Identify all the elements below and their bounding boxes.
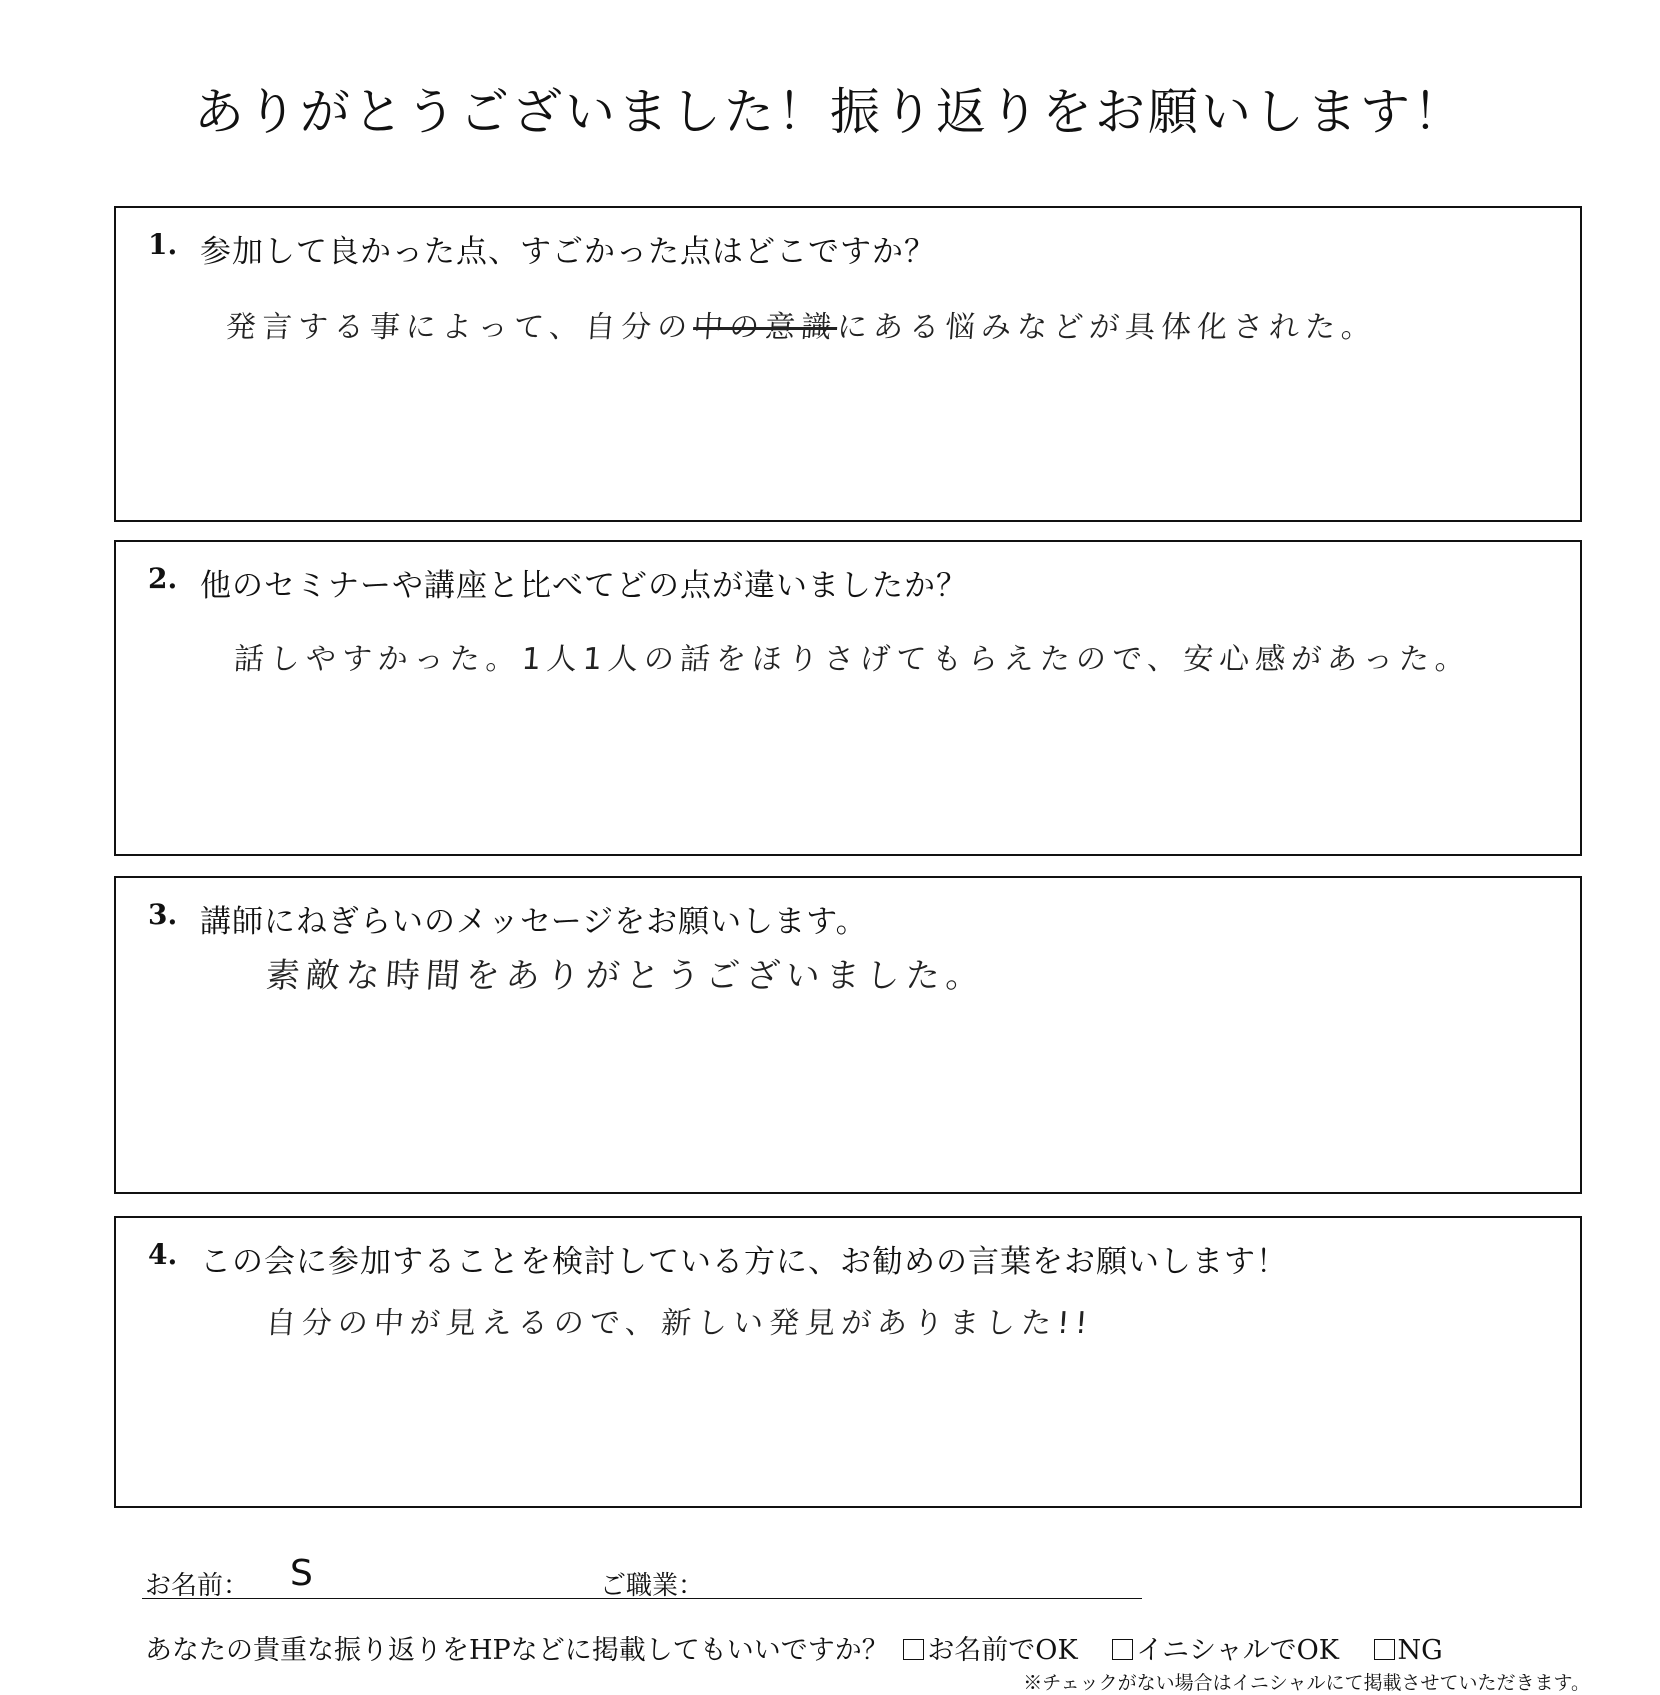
question-box-4 — [114, 1216, 1582, 1508]
option-label: NG — [1397, 1635, 1443, 1666]
option-initial-ok[interactable] — [1112, 1635, 1339, 1666]
handwritten-answer: 素敵な時間をありがとうございました。 — [264, 956, 988, 996]
question-number: 4. — [148, 1238, 178, 1271]
question-box-3 — [114, 876, 1582, 1194]
publish-question: あなたの貴重な振り返りをHPなどに掲載してもいいですか？ — [145, 1635, 889, 1666]
option-label: お名前でOK — [927, 1635, 1078, 1666]
page-title: ありがとうございました！振り返りをお願いします！ — [194, 83, 1466, 141]
question-text: 他のセミナーや講座と比べてどの点が違いましたか？ — [200, 568, 968, 604]
name-label: お名前： — [145, 1571, 250, 1601]
publish-question-row — [145, 1628, 1443, 1667]
name-value: S — [290, 1553, 313, 1594]
handwritten-answer — [224, 302, 1378, 346]
footnote: ※チェックがない場合はイニシャルにて掲載させていただきます。 — [1023, 1672, 1590, 1694]
answer-struck-text: 中の意識 — [691, 310, 839, 345]
job-label: ご職業： — [600, 1571, 705, 1601]
question-box-1 — [114, 206, 1582, 522]
checkbox-icon[interactable] — [1374, 1639, 1395, 1660]
checkbox-icon[interactable] — [1112, 1639, 1133, 1660]
name-underline — [142, 1598, 597, 1599]
question-number: 1. — [148, 228, 178, 261]
question-text: 講師にねぎらいのメッセージをお願いします。 — [200, 904, 868, 940]
question-text: 参加して良かった点、すごかった点はどこですか？ — [200, 234, 936, 270]
answer-part: にある悩みなどが具体化された。 — [835, 310, 1379, 345]
handwritten-answer: 話しやすかった。1人1人の話をほりさげてもらえたので、安心感があった。 — [232, 642, 1473, 677]
option-ng[interactable] — [1374, 1635, 1443, 1666]
question-number: 3. — [148, 898, 178, 931]
question-number: 2. — [148, 562, 178, 595]
option-name-ok[interactable] — [903, 1635, 1077, 1666]
handwritten-answer: 自分の中が見えるので、新しい発見がありました!! — [264, 1306, 1095, 1341]
question-text: この会に参加することを検討している方に、お勧めの言葉をお願いします！ — [200, 1244, 1288, 1280]
option-label: イニシャルでOK — [1136, 1635, 1339, 1666]
answer-part: 発言する事によって、自分の — [224, 310, 695, 345]
question-box-2 — [114, 540, 1582, 856]
checkbox-icon[interactable] — [903, 1639, 924, 1660]
job-underline — [597, 1598, 1142, 1599]
